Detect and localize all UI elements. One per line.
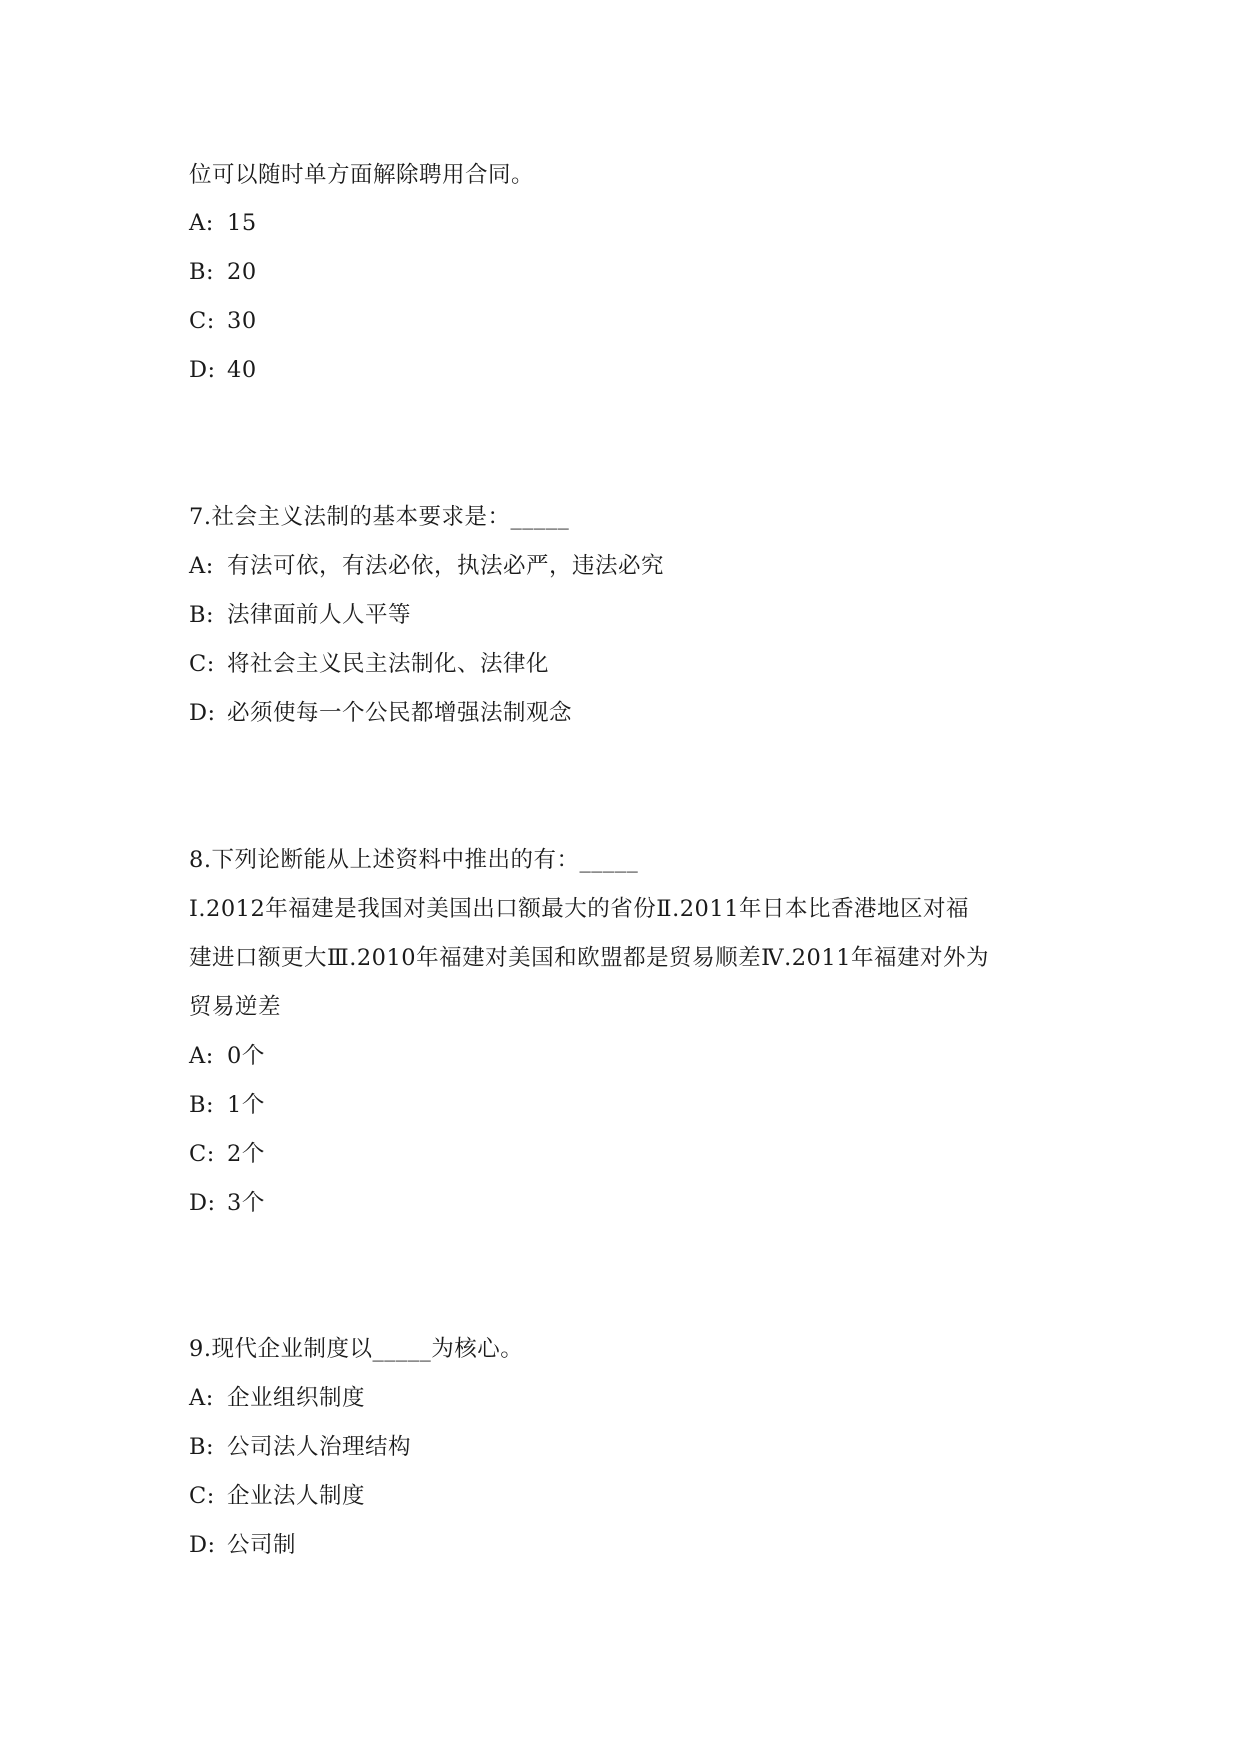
q9-stem: 9.现代企业制度以_____为核心。 <box>189 1336 524 1362</box>
q7-option-d <box>189 698 572 728</box>
option-label: B: <box>189 1092 215 1118</box>
q9-option-b <box>189 1432 411 1462</box>
option-text: 企业法人制度 <box>227 1483 366 1509</box>
q9-option-c <box>189 1481 365 1511</box>
option-text: 40 <box>227 357 257 383</box>
q6-option-b <box>189 257 257 287</box>
option-text: 3个 <box>227 1190 265 1216</box>
q8-material-line: 建进口额更大Ⅲ.2010年福建对美国和欧盟都是贸易顺差Ⅳ.2011年福建对外为 <box>189 945 990 971</box>
option-label: A: <box>189 210 214 236</box>
q8-option-d <box>189 1188 265 1218</box>
option-label: B: <box>189 1434 215 1460</box>
q7-stem: 7.社会主义法制的基本要求是：_____ <box>189 504 570 530</box>
q6-option-d <box>189 355 257 385</box>
option-label: C: <box>189 308 215 334</box>
q6-option-a <box>189 208 257 238</box>
q7-option-c <box>189 649 549 679</box>
option-label: C: <box>189 1141 215 1167</box>
q8-option-c <box>189 1139 265 1169</box>
option-text: 20 <box>227 259 257 285</box>
option-label: C: <box>189 651 215 677</box>
q9-option-d <box>189 1530 296 1560</box>
q7-option-b <box>189 600 411 630</box>
option-label: A: <box>189 1385 214 1411</box>
q7-option-a <box>189 551 664 581</box>
option-text: 1个 <box>227 1092 265 1118</box>
q8-material-line: Ⅰ.2012年福建是我国对美国出口额最大的省份Ⅱ.2011年日本比香港地区对福 <box>189 896 970 922</box>
q9-option-a <box>189 1383 365 1413</box>
option-text: 公司制 <box>227 1532 297 1558</box>
q6-option-c <box>189 306 257 336</box>
option-label: D: <box>189 357 216 383</box>
option-text: 法律面前人人平等 <box>227 602 412 628</box>
option-text: 2个 <box>227 1141 265 1167</box>
option-label: B: <box>189 259 215 285</box>
q6-stem-tail: 位可以随时单方面解除聘用合同。 <box>189 162 535 188</box>
option-label: A: <box>189 553 214 579</box>
option-label: D: <box>189 1190 216 1216</box>
option-label: B: <box>189 602 215 628</box>
option-label: C: <box>189 1483 215 1509</box>
option-label: D: <box>189 1532 216 1558</box>
option-text: 企业组织制度 <box>227 1385 366 1411</box>
option-text: 有法可依，有法必依，执法必严，违法必究 <box>227 553 665 579</box>
q8-stem: 8.下列论断能从上述资料中推出的有：_____ <box>189 847 639 873</box>
option-text: 将社会主义民主法制化、法律化 <box>227 651 550 677</box>
option-text: 30 <box>227 308 257 334</box>
option-text: 15 <box>227 210 257 236</box>
option-label: A: <box>189 1043 214 1069</box>
option-text: 公司法人治理结构 <box>227 1434 412 1460</box>
option-label: D: <box>189 700 216 726</box>
option-text: 必须使每一个公民都增强法制观念 <box>227 700 573 726</box>
q8-material-line: 贸易逆差 <box>189 994 282 1020</box>
option-text: 0个 <box>227 1043 265 1069</box>
q8-option-b <box>189 1090 265 1120</box>
q8-option-a <box>189 1041 265 1071</box>
